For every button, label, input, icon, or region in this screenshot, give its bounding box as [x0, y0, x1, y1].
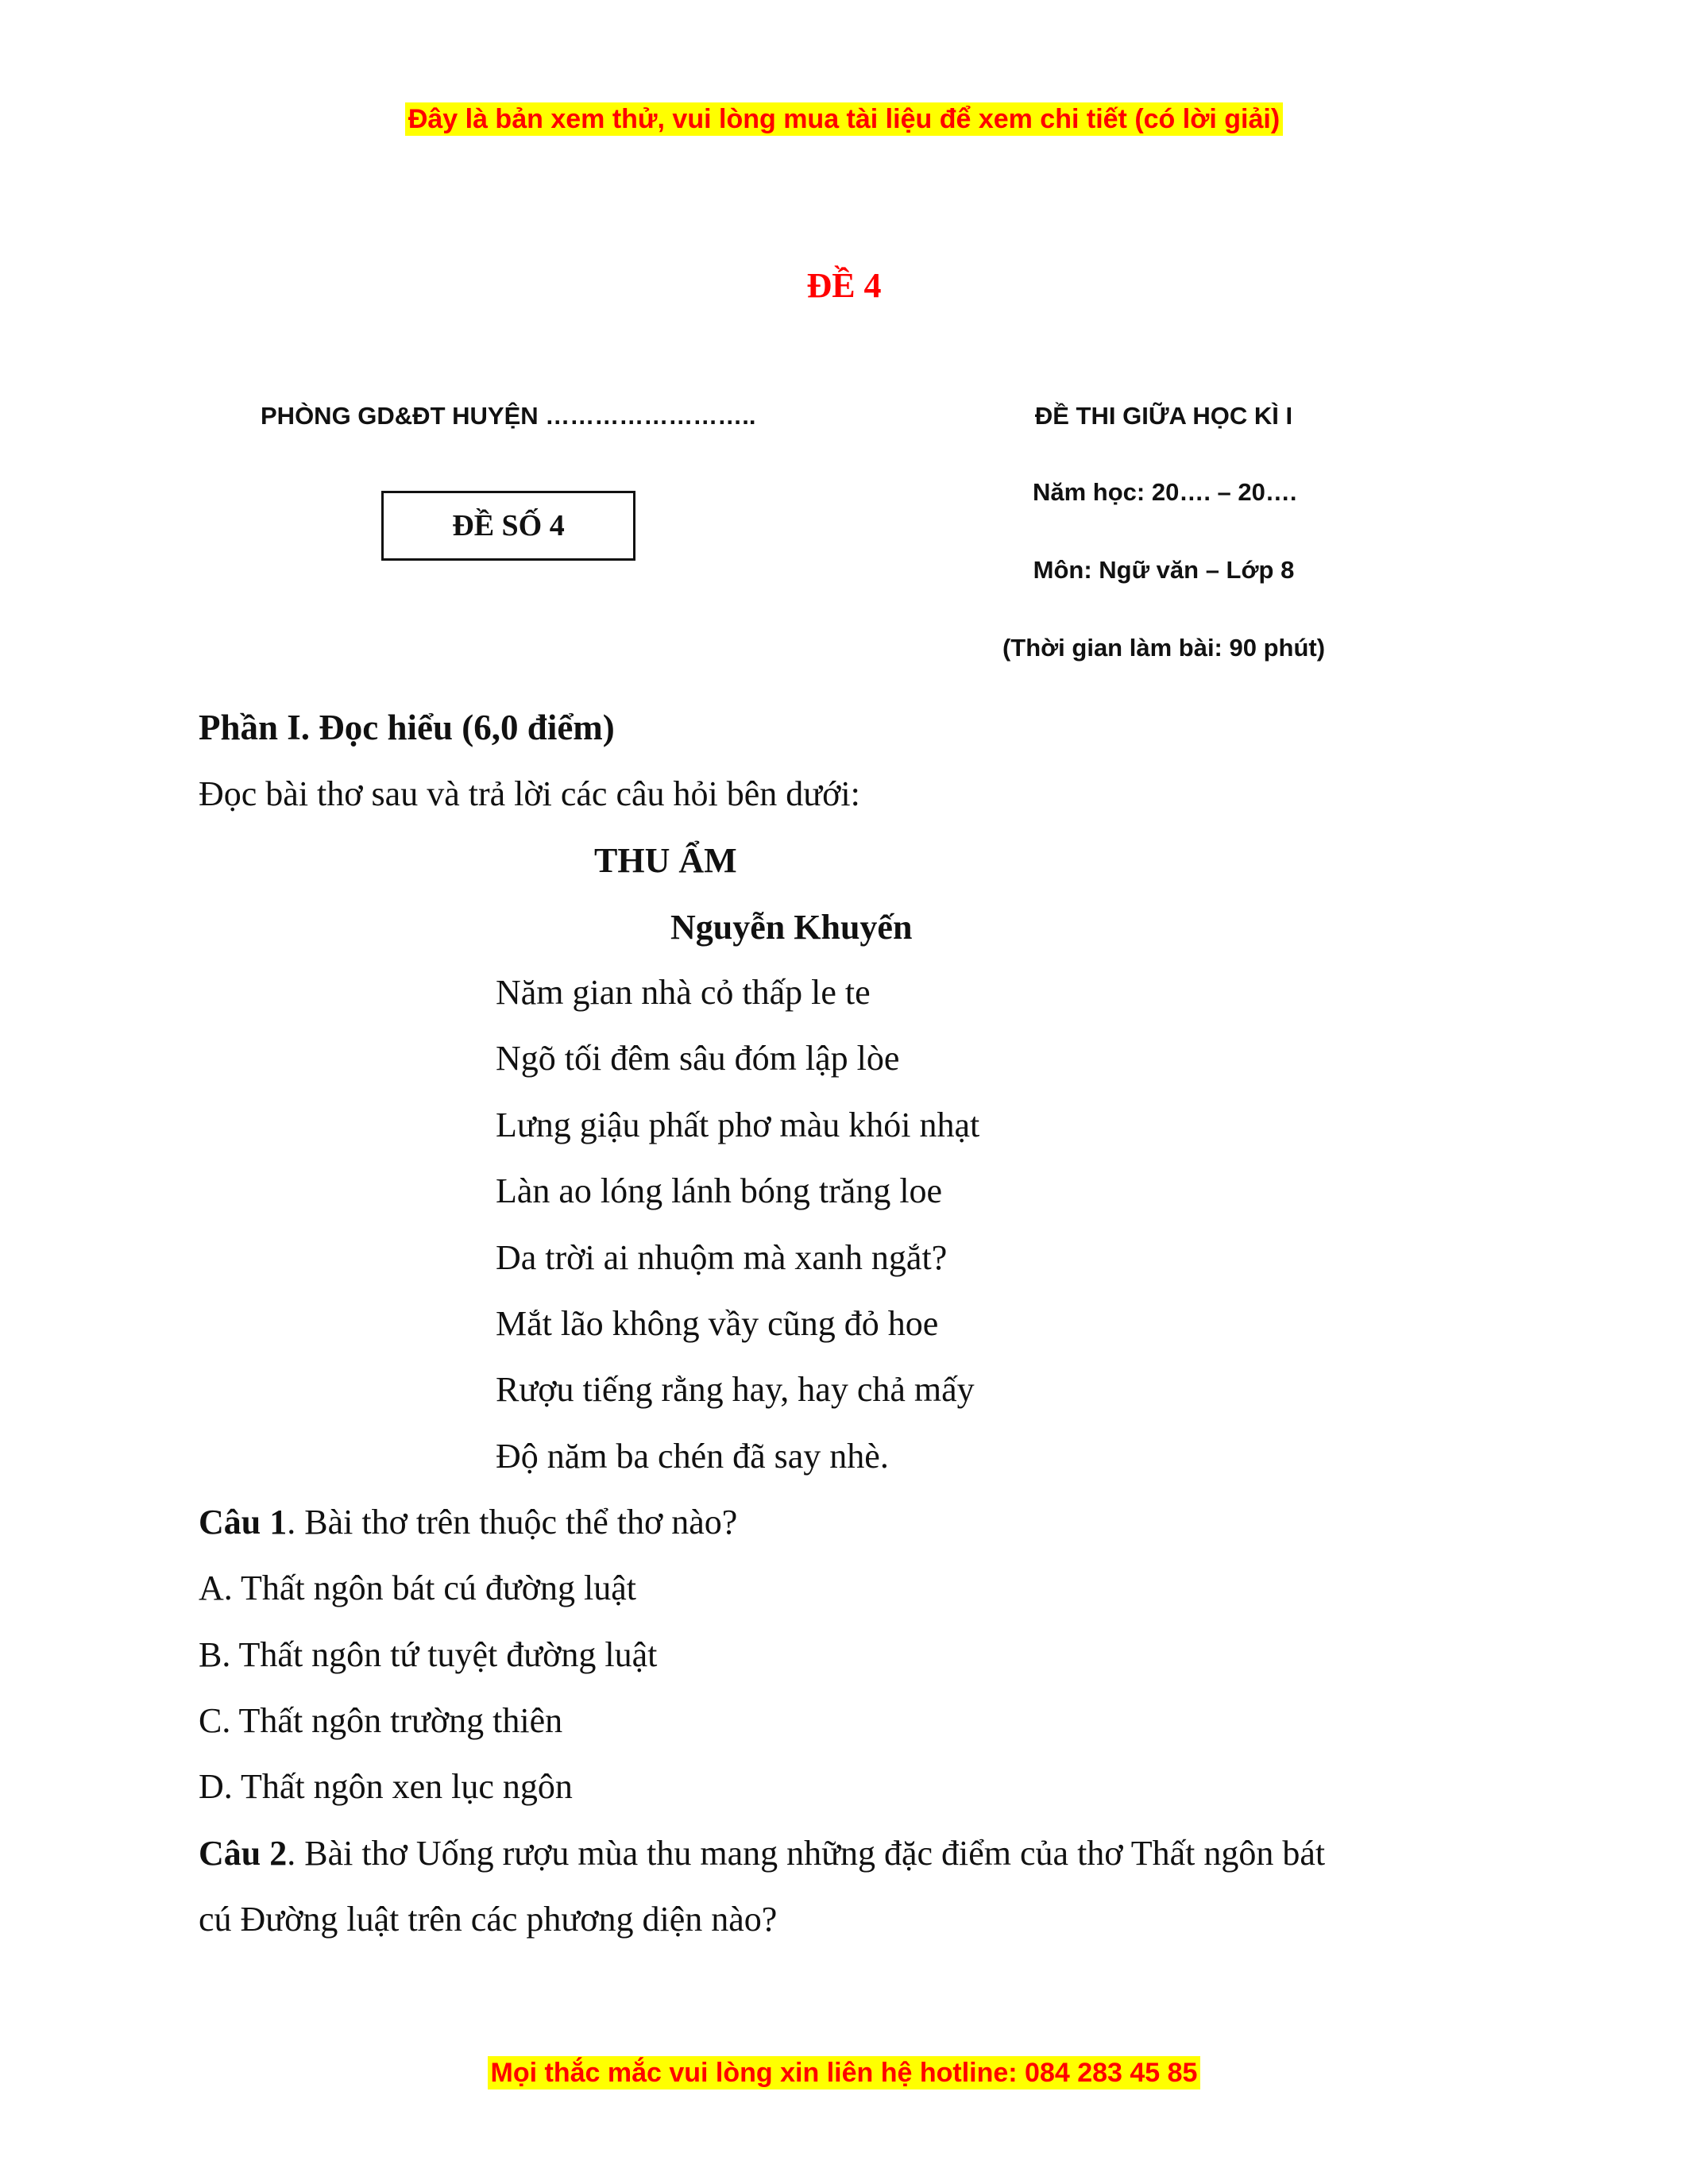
question-1-text: . Bài thơ trên thuộc thể thơ nào?: [287, 1503, 738, 1542]
poem-line: Da trời ai nhuộm mà xanh ngắt?: [496, 1238, 948, 1277]
subject: Môn: Ngữ văn – Lớp 8: [1033, 556, 1295, 584]
exam-title: ĐỀ 4: [806, 266, 882, 305]
poem-line: Ngõ tối đêm sâu đóm lập lòe: [496, 1039, 900, 1078]
poem-line: Mắt lão không vầy cũng đỏ hoe: [496, 1304, 939, 1343]
question-1-option-c: C. Thất ngôn trường thiên: [199, 1701, 563, 1740]
poem-author: Nguyễn Khuyến: [670, 908, 913, 947]
question-2: [199, 1831, 1325, 1876]
question-1-option-a: A. Thất ngôn bát cú đường luật: [199, 1569, 636, 1607]
preview-notice-text: Đây là bản xem thử, vui lòng mua tài liệu để xem chi tiết (có lời giải): [405, 102, 1283, 136]
section1-instruction: Đọc bài thơ sau và trả lời các câu hỏi bên dưới:: [199, 774, 860, 813]
exam-code: ĐỀ SỐ 4: [452, 509, 565, 542]
question-1-label: Câu 1: [199, 1503, 288, 1542]
poem-line: Độ năm ba chén đã say nhè.: [496, 1437, 889, 1476]
poem-line: Làn ao lóng lánh bóng trăng loe: [496, 1171, 943, 1210]
hotline-text: Mọi thắc mắc vui lòng xin liên hệ hotline: 084 283 45 85: [488, 2056, 1201, 2089]
preview-notice-banner: [0, 102, 1688, 137]
poem-line: Năm gian nhà cỏ thấp le te: [496, 973, 871, 1012]
question-2-text-line1: . Bài thơ Uống rượu mùa thu mang những đặc điểm của thơ Thất ngôn bát: [287, 1834, 1326, 1873]
question-1-option-d: D. Thất ngôn xen lục ngôn: [199, 1767, 573, 1806]
poem-title: THU ẨM: [594, 841, 737, 880]
department-label: PHÒNG GD&ĐT HUYỆN ……………………..: [261, 402, 756, 430]
exam-name: ĐỀ THI GIỮA HỌC KÌ I: [1034, 402, 1293, 430]
hotline-banner: [0, 2055, 1688, 2090]
question-1: [199, 1500, 737, 1545]
school-year: Năm học: 20…. – 20….: [1033, 478, 1297, 506]
question-2-label: Câu 2: [199, 1834, 288, 1873]
section1-heading: Phần I. Đọc hiểu (6,0 điểm): [199, 708, 615, 747]
question-2-text-line2: cú Đường luật trên các phương diện nào?: [199, 1900, 778, 1939]
exam-code-box: [381, 491, 635, 561]
poem-line: Rượu tiếng rằng hay, hay chả mấy: [496, 1370, 975, 1409]
poem-line: Lưng giậu phất phơ màu khói nhạt: [496, 1106, 980, 1144]
duration: (Thời gian làm bài: 90 phút): [1002, 634, 1326, 662]
question-1-option-b: B. Thất ngôn tứ tuyệt đường luật: [199, 1635, 658, 1674]
